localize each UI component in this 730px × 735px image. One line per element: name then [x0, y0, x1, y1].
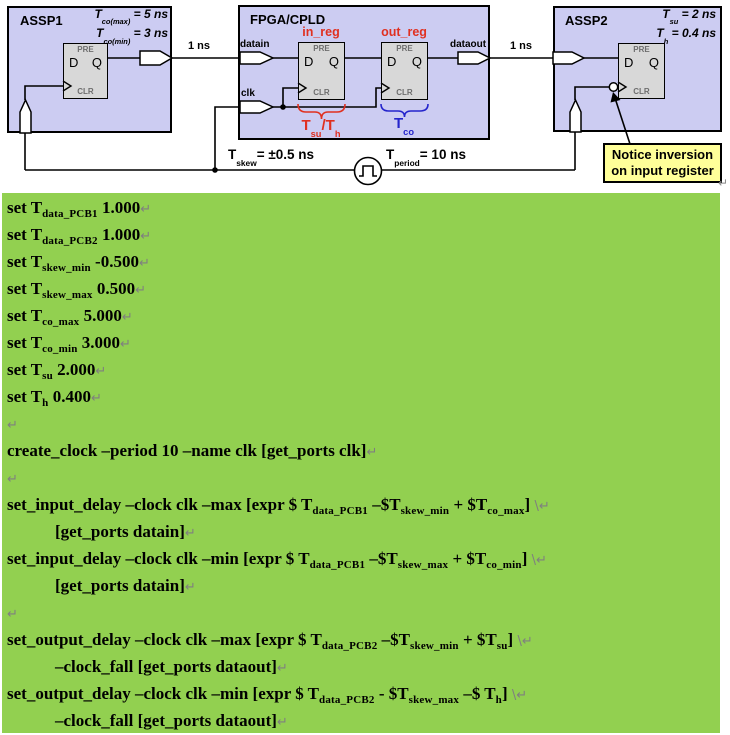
ff-q-label: Q	[328, 54, 339, 69]
tco-label: $T_{co}$	[393, 115, 415, 137]
tperiod-label: $T_{period}= 10$ ns	[386, 147, 466, 168]
ff-pre-label: PRE	[77, 45, 94, 54]
ff-clr-label: CLR	[77, 87, 94, 96]
ff-clr-label: CLR	[396, 88, 413, 97]
ff-d-label: D	[624, 55, 634, 70]
paragraph-return-mark: ↵	[718, 176, 729, 190]
assp1-tco-max-label: $T_{co(max)} = 5$ ns	[94, 7, 168, 27]
timing-diagram	[0, 0, 730, 193]
flipflop-in-reg	[298, 42, 345, 100]
ff-d-label: D	[69, 55, 79, 70]
clock-source-icon	[355, 158, 382, 185]
notice-line1: Notice inversion	[611, 147, 714, 162]
code-line: set_output_delay –clock clk –max [expr $ $T_{data\_PCB2}$ $-\$T_{skew\_min}$ + $\$T_{su}$] \↵	[7, 630, 533, 652]
code-line: set $T_h$ 0.400↵	[7, 387, 102, 409]
tskew-label: $T_{skew}= \pm 0.5$ ns	[228, 147, 315, 168]
code-line: set $T_{co\_max}$ 5.000↵	[7, 306, 133, 328]
ff-clr-label: CLR	[313, 88, 330, 97]
assp1-title: ASSP1	[20, 13, 63, 28]
pcb-delay-left-label: 1 ns	[187, 40, 210, 52]
clk-port-label: clk	[241, 88, 255, 99]
out-reg-label: out_reg	[381, 25, 427, 39]
code-line: set_input_delay –clock clk –max [expr $ $T_{data\_PCB1}$ $-\$T_{skew\_min}$ + $\$T_{co\_max}$] \↵	[7, 495, 550, 517]
assp1-timing-specs	[58, 7, 168, 46]
code-line: ↵	[7, 607, 18, 622]
code-line: set $T_{data\_PCB2}$ 1.000↵	[7, 225, 152, 247]
code-line: ↵	[7, 418, 18, 433]
fpga-title: FPGA/CPLD	[250, 12, 326, 27]
code-line: set $T_{co\_min}$ 3.000↵	[7, 333, 131, 355]
tsu-th-label: $T_{su}/T_h$	[301, 117, 341, 139]
dataout-port-label: dataout	[450, 39, 487, 50]
assp2-title: ASSP2	[565, 13, 608, 28]
ff-clr-label: CLR	[633, 87, 650, 96]
code-line: set $T_{su}$ 2.000↵	[7, 360, 107, 382]
code-line: set $T_{data\_PCB1}$ 1.000↵	[7, 198, 152, 220]
code-line: set $T_{skew\_max}$ 0.500↵	[7, 279, 147, 301]
in-reg-label: in_reg	[302, 25, 340, 39]
code-line: –clock_fall [get_ports dataout]↵	[55, 657, 288, 676]
assp2-tsu-label: $T_{su} = 2$ ns	[662, 7, 716, 27]
flipflop-assp2	[618, 43, 665, 99]
assp2-th-label: $T_h = 0.4$ ns	[656, 26, 716, 46]
pcb-delay-right-label: 1 ns	[509, 40, 532, 52]
code-line: –clock_fall [get_ports dataout]↵	[55, 711, 288, 730]
code-line: set_output_delay –clock clk –min [expr $ $T_{data\_PCB2}$ - $\$T_{skew\_max}$ –$ $T_h$] \↵	[7, 684, 528, 706]
ff-q-label: Q	[91, 55, 102, 70]
code-line: create_clock –period 10 –name clk [get_ports clk]↵	[7, 441, 378, 460]
notice-line2: on input register	[611, 163, 714, 178]
ff-pre-label: PRE	[313, 44, 330, 53]
code-line: set_input_delay –clock clk –min [expr $ $T_{data\_PCB1}$ $-\$T_{skew\_max}$ + $\$T_{co\_min}$] \↵	[7, 549, 547, 571]
assp1-tco-min-label: $T_{co(min)} = 3$ ns	[96, 26, 168, 46]
ff-d-label: D	[387, 54, 397, 69]
ff-q-label: Q	[411, 54, 422, 69]
flipflop-out-reg	[381, 42, 428, 100]
ff-d-label: D	[304, 54, 314, 69]
code-line: set $T_{skew\_min}$ -0.500↵	[7, 252, 150, 274]
ff-pre-label: PRE	[633, 45, 650, 54]
ff-pre-label: PRE	[396, 44, 413, 53]
code-line: [get_ports datain]↵	[55, 522, 196, 541]
ff-q-label: Q	[648, 55, 659, 70]
code-line: [get_ports datain]↵	[55, 576, 196, 595]
flipflop-assp1	[63, 43, 108, 99]
assp2-timing-specs	[590, 7, 716, 46]
code-block	[2, 193, 720, 733]
code-line: ↵	[7, 472, 18, 487]
datain-port-label: datain	[240, 39, 270, 50]
notice-callout	[603, 143, 722, 183]
